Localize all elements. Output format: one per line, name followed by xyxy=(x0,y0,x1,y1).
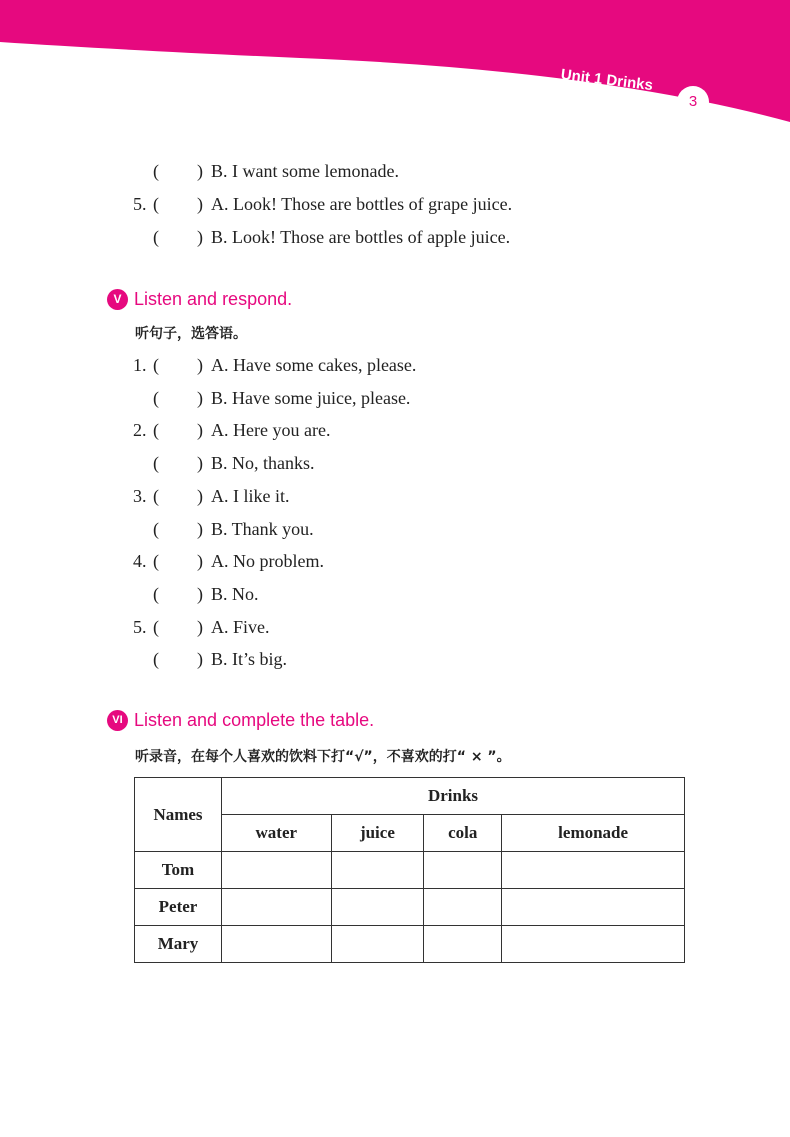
option-text: A. No problem. xyxy=(211,551,324,572)
option-text: B. No, thanks. xyxy=(211,453,315,474)
drink-header: lemonade xyxy=(502,815,685,852)
question-number: 4. xyxy=(133,551,147,572)
answer-blank-close: ) xyxy=(197,485,203,506)
section-5-heading xyxy=(107,289,292,310)
question-number: 1. xyxy=(133,355,147,375)
answer-blank-close: ) xyxy=(197,227,203,247)
answer-cell[interactable] xyxy=(331,889,424,926)
section-title: Listen and complete the table. xyxy=(134,710,375,730)
answer-blank-close: ) xyxy=(197,355,203,375)
section-6-heading xyxy=(107,710,374,731)
answer-blank-close: ) xyxy=(197,649,203,670)
question-number: 2. xyxy=(133,420,147,441)
option-text: B. It’s big. xyxy=(211,649,288,670)
answer-cell[interactable] xyxy=(222,852,332,889)
drink-header: water xyxy=(222,815,332,852)
answer-cell[interactable] xyxy=(222,926,332,963)
person-name: Peter xyxy=(135,889,222,926)
answer-cell[interactable] xyxy=(424,889,502,926)
names-header: Names xyxy=(135,778,222,852)
answer-blank-open[interactable]: ( xyxy=(153,551,159,572)
answer-cell[interactable] xyxy=(502,926,685,963)
table-row xyxy=(135,926,685,963)
answer-cell[interactable] xyxy=(331,926,424,963)
question-number: 3. xyxy=(133,485,147,506)
option-text: A. Have some cakes, please. xyxy=(211,355,417,375)
answer-blank-close: ) xyxy=(197,551,203,572)
answer-blank-open[interactable]: ( xyxy=(153,518,159,539)
answer-blank-close: ) xyxy=(197,420,203,441)
option-text: B. No. xyxy=(211,583,259,604)
section-title: Listen and respond. xyxy=(134,289,293,309)
answer-cell[interactable] xyxy=(502,852,685,889)
answer-blank-open[interactable]: ( xyxy=(153,161,159,181)
answer-cell[interactable] xyxy=(424,926,502,963)
drinks-header: Drinks xyxy=(222,778,685,815)
question-number: 5. xyxy=(133,194,147,214)
answer-blank-open[interactable]: ( xyxy=(153,387,159,408)
unit-title: Unit 1 Drinks xyxy=(559,66,654,95)
drink-header: juice xyxy=(331,815,424,852)
option-text: B. Have some juice, please. xyxy=(211,387,411,408)
person-name: Mary xyxy=(135,926,222,963)
answer-cell[interactable] xyxy=(331,852,424,889)
option-text: A. Here you are. xyxy=(211,420,331,441)
section-5-instruction: 听句子，选答语。 xyxy=(135,326,247,342)
answer-cell[interactable] xyxy=(222,889,332,926)
answer-blank-close: ) xyxy=(197,161,203,181)
answer-blank-open[interactable]: ( xyxy=(153,649,159,670)
answer-cell[interactable] xyxy=(424,852,502,889)
answer-blank-open[interactable]: ( xyxy=(153,453,159,474)
option-text: A. Five. xyxy=(211,616,270,637)
section-6-instruction: 听录音，在每个人喜欢的饮料下打“√”，不喜欢的打“ × ”。 xyxy=(135,749,511,765)
drinks-table xyxy=(134,777,685,963)
question-number: 5. xyxy=(133,616,147,637)
table-row xyxy=(135,889,685,926)
answer-blank-close: ) xyxy=(197,583,203,604)
option-text: B. Thank you. xyxy=(211,518,314,539)
answer-cell[interactable] xyxy=(502,889,685,926)
section-badge: VI xyxy=(107,710,128,731)
answer-blank-open[interactable]: ( xyxy=(153,583,159,604)
section-badge: V xyxy=(107,289,128,310)
answer-blank-close: ) xyxy=(197,453,203,474)
option-text: A. Look! Those are bottles of grape juice. xyxy=(211,194,513,214)
person-name: Tom xyxy=(135,852,222,889)
answer-blank-close: ) xyxy=(197,194,203,214)
answer-blank-close: ) xyxy=(197,518,203,539)
answer-blank-open[interactable]: ( xyxy=(153,485,159,506)
answer-blank-open[interactable]: ( xyxy=(153,355,159,375)
answer-blank-open[interactable]: ( xyxy=(153,227,159,247)
option-text: A. I like it. xyxy=(211,485,290,506)
option-text: B. Look! Those are bottles of apple juice. xyxy=(211,227,511,247)
answer-blank-open[interactable]: ( xyxy=(153,420,159,441)
header-banner xyxy=(0,0,790,130)
answer-blank-open[interactable]: ( xyxy=(153,194,159,214)
drink-header: cola xyxy=(424,815,502,852)
answer-blank-open[interactable]: ( xyxy=(153,616,159,637)
answer-blank-close: ) xyxy=(197,387,203,408)
page-number: 3 xyxy=(677,86,709,118)
option-text: B. I want some lemonade. xyxy=(211,161,399,181)
answer-blank-close: ) xyxy=(197,616,203,637)
table-row xyxy=(135,852,685,889)
